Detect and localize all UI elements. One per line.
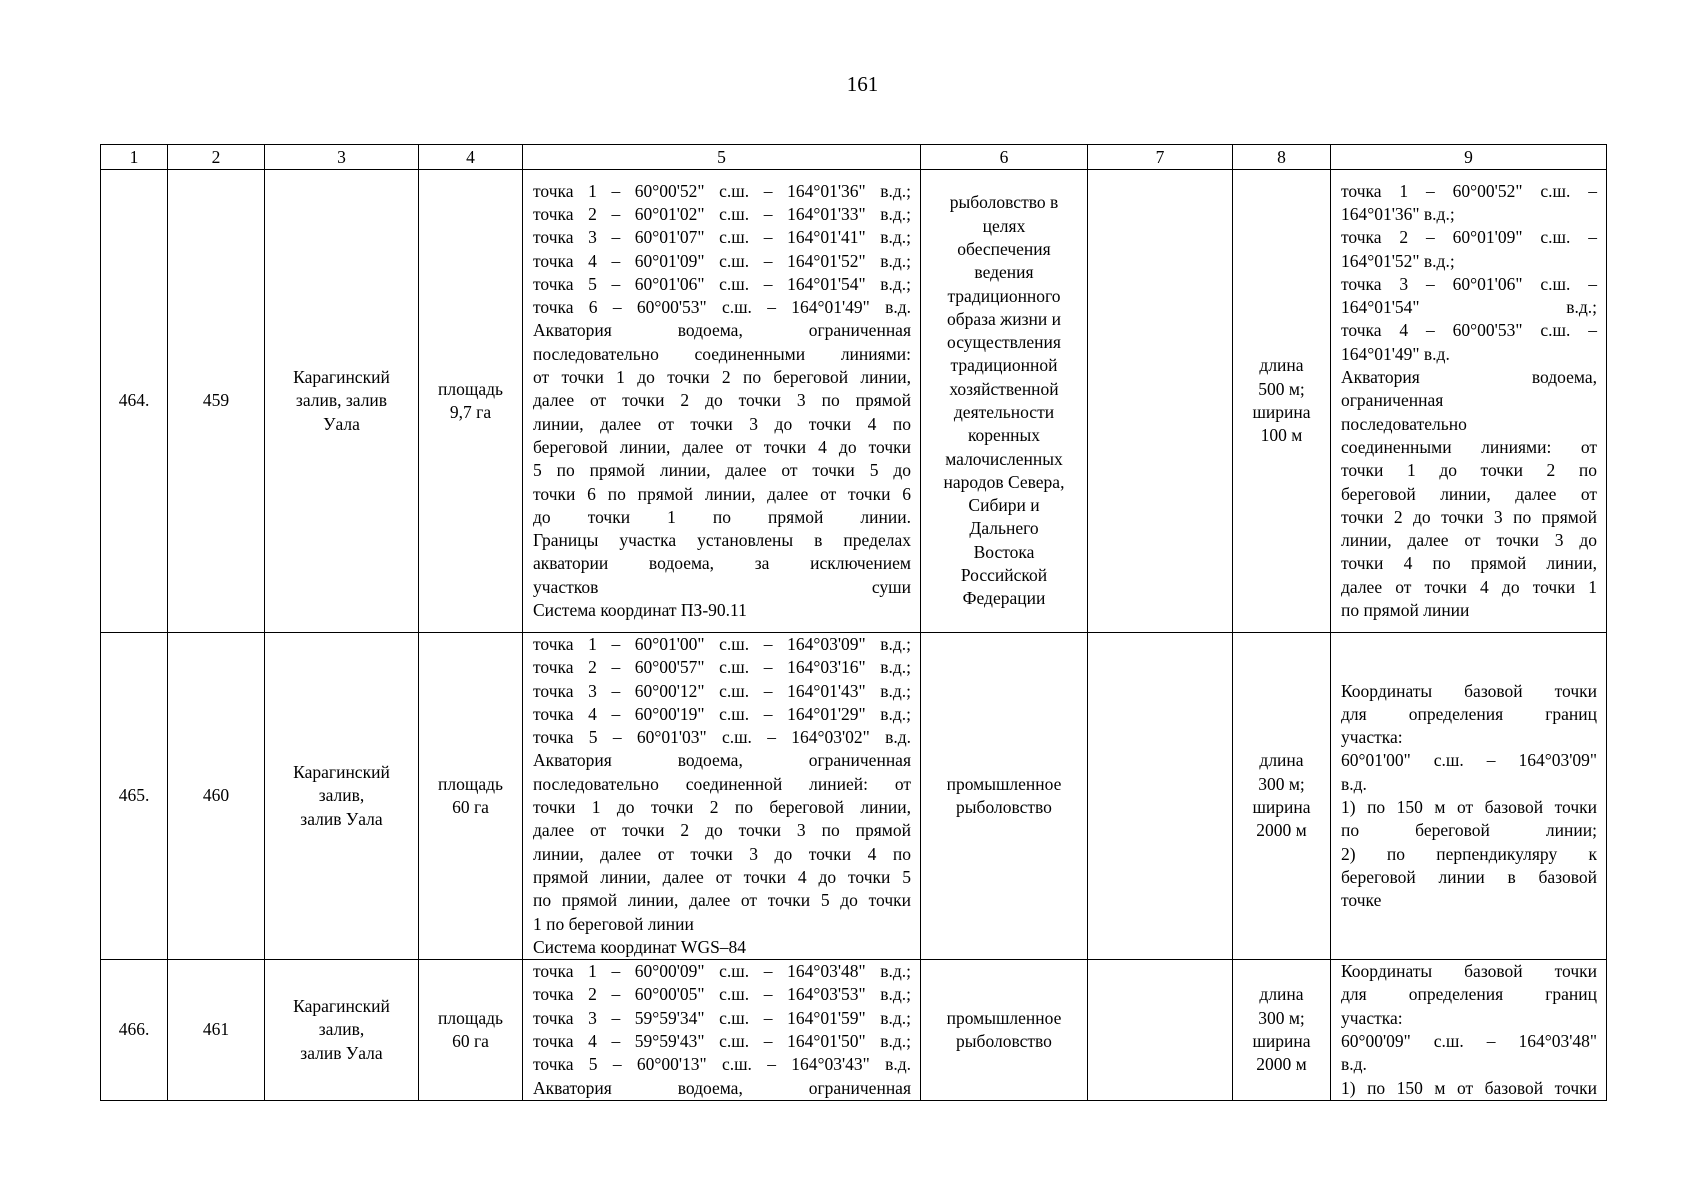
row-number: 464. xyxy=(101,170,168,633)
cell-line: 300 м; xyxy=(1258,773,1305,794)
cell-line: целях xyxy=(982,215,1026,236)
header-row xyxy=(101,145,1607,170)
row-number: 465. xyxy=(101,633,168,960)
cell-line: участка: xyxy=(1341,727,1403,748)
location xyxy=(265,633,419,960)
cell-line: Система координат ПЗ-90.11 xyxy=(533,600,747,621)
cell-line: далее от точки 2 до точки 3 по прямой xyxy=(533,390,911,411)
cell-line: длина xyxy=(1259,984,1304,1005)
cell-line: хозяйственной xyxy=(949,378,1059,399)
cell-line: 1 по береговой линии xyxy=(533,913,694,934)
cell-line: 2000 м xyxy=(1256,820,1307,841)
plot-id: 460 xyxy=(168,633,265,960)
table-row xyxy=(101,960,1607,1101)
cell-line: обеспечения xyxy=(957,238,1051,259)
area xyxy=(419,633,523,960)
cell-line: 500 м; xyxy=(1258,378,1305,399)
cell-line: залив Уала xyxy=(300,808,383,829)
cell-line: по прямой линии xyxy=(1341,600,1470,621)
cell-line: точка 3 – 59°59'34" с.ш. – 164°01'59" в.д.; xyxy=(533,1007,911,1028)
cell-line: точки 4 по прямой линии, xyxy=(1341,553,1597,574)
location xyxy=(265,960,419,1101)
cell-line: точка 5 – 60°00'13" с.ш. – 164°03'43" в.д. xyxy=(533,1054,911,1075)
cell-line: 100 м xyxy=(1260,425,1303,446)
cell-line: точка 4 – 60°00'19" с.ш. – 164°01'29" в.д.; xyxy=(533,703,911,724)
cell-line: точки 1 до точки 2 по береговой линии, xyxy=(533,797,911,818)
cell-line: Карагинский xyxy=(293,367,390,388)
column-header: 2 xyxy=(168,145,265,170)
cell-line: точка 1 – 60°01'00" с.ш. – 164°03'09" в.д.; xyxy=(533,634,911,654)
cell-line: Уала xyxy=(323,413,360,434)
cell-line: 60°00'09" с.ш. – 164°03'48" xyxy=(1341,1031,1597,1052)
purpose xyxy=(921,170,1088,633)
cell-line: точки 1 до точки 2 по xyxy=(1341,460,1597,481)
cell-line: осуществления xyxy=(947,332,1061,353)
cell-line: точки 6 по прямой линии, далее от точки 6 xyxy=(533,483,911,504)
cell-line: точка 5 – 60°01'06" с.ш. – 164°01'54" в.д.; xyxy=(533,273,911,294)
cell-line: точка 1 – 60°00'52" с.ш. – xyxy=(1341,180,1597,201)
location xyxy=(265,170,419,633)
cell-line: от точки 1 до точки 2 по береговой линии, xyxy=(533,367,911,388)
cell-line: 164°01'36" в.д.; xyxy=(1341,203,1455,224)
coordinates xyxy=(523,633,921,960)
cell-line: прямой линии, далее от точки 4 до точки 5 xyxy=(533,866,911,887)
cell-line: точка 2 – 60°00'05" с.ш. – 164°03'53" в.д.; xyxy=(533,984,911,1005)
cell-line: залив, xyxy=(318,785,365,806)
cell-line: 60°01'00" с.ш. – 164°03'09" xyxy=(1341,750,1597,771)
cell-line: Границы участка установлены в пределах xyxy=(533,530,911,551)
cell-line: точка 4 – 60°01'09" с.ш. – 164°01'52" в.д.; xyxy=(533,250,911,271)
cell-line: 5 по прямой линии, далее от точки 5 до xyxy=(533,460,911,481)
cell-line: далее от точки 4 до точки 1 xyxy=(1341,576,1597,597)
purpose xyxy=(921,960,1088,1101)
cell-line: 164°01'52" в.д.; xyxy=(1341,250,1455,271)
coordinates xyxy=(523,960,921,1101)
column-header: 9 xyxy=(1331,145,1607,170)
cell-line: Координаты базовой точки xyxy=(1341,961,1597,982)
col-7 xyxy=(1088,633,1233,960)
cell-line: площадь xyxy=(438,378,503,399)
cell-line: Координаты базовой точки xyxy=(1341,680,1597,701)
cell-line: точка 4 – 60°00'53" с.ш. – xyxy=(1341,320,1597,341)
column-header: 4 xyxy=(419,145,523,170)
cell-line: в.д. xyxy=(1341,773,1367,794)
col-7 xyxy=(1088,960,1233,1101)
cell-line: ведения xyxy=(974,262,1034,283)
cell-line: соединенными линиями: от xyxy=(1341,436,1597,457)
cell-line: точка 3 – 60°01'07" с.ш. – 164°01'41" в.д.; xyxy=(533,227,911,248)
cell-line: залив, xyxy=(318,1019,365,1040)
cell-line: рыболовство xyxy=(956,797,1052,818)
cell-line: Акватория водоема, ограниченная xyxy=(533,320,911,341)
boundaries xyxy=(1331,960,1607,1101)
coordinates xyxy=(523,170,921,633)
cell-line: по прямой линии, далее от точки 5 до точки xyxy=(533,890,911,911)
cell-line: малочисленных xyxy=(945,448,1063,469)
cell-line: точке xyxy=(1341,890,1382,911)
cell-line: участка: xyxy=(1341,1007,1403,1028)
cell-line: береговой линии в базовой xyxy=(1341,866,1597,887)
cell-line: Сибири и xyxy=(968,495,1040,516)
cell-line: точка 2 – 60°01'02" с.ш. – 164°01'33" в.д.; xyxy=(533,203,911,224)
cell-line: длина xyxy=(1259,750,1304,771)
cell-line: точка 5 – 60°01'03" с.ш. – 164°03'02" в.д. xyxy=(533,727,911,748)
plot-size xyxy=(1233,170,1331,633)
cell-line: линии, далее от точки 3 до точки 4 по xyxy=(533,413,911,434)
cell-line: 300 м; xyxy=(1258,1007,1305,1028)
cell-line: залив Уала xyxy=(300,1042,383,1063)
cell-line: Система координат WGS–84 xyxy=(533,936,747,957)
area xyxy=(419,170,523,633)
cell-line: точки 2 до точки 3 по прямой xyxy=(1341,506,1597,527)
cell-line: Федерации xyxy=(962,588,1046,609)
cell-line: последовательно соединенными линиями: xyxy=(533,343,911,364)
cell-line: береговой линии, далее от точки 4 до точки xyxy=(533,436,911,457)
cell-line: рыболовство в xyxy=(949,192,1059,213)
plot-size xyxy=(1233,960,1331,1101)
cell-line: Карагинский xyxy=(293,762,390,783)
column-header: 6 xyxy=(921,145,1088,170)
cell-line: коренных xyxy=(967,425,1041,446)
cell-line: Акватория водоема, xyxy=(1341,367,1597,388)
cell-line: промышленное xyxy=(946,773,1062,794)
page-number: 161 xyxy=(846,72,879,96)
purpose xyxy=(921,633,1088,960)
cell-line: точка 2 – 60°00'57" с.ш. – 164°03'16" в.д.; xyxy=(533,657,911,678)
plot-id: 461 xyxy=(168,960,265,1101)
cell-line: площадь xyxy=(438,773,503,794)
column-header: 5 xyxy=(523,145,921,170)
col-7 xyxy=(1088,170,1233,633)
cell-line: 164°01'49" в.д. xyxy=(1341,343,1450,364)
cell-line: 9,7 га xyxy=(449,402,492,422)
cell-line: традиционного xyxy=(947,285,1061,306)
cell-line: промышленное xyxy=(946,1007,1062,1028)
cell-line: точка 2 – 60°01'09" с.ш. – xyxy=(1341,227,1597,248)
cell-line: рыболовство xyxy=(956,1031,1052,1052)
cell-line: деятельности xyxy=(953,402,1055,422)
cell-line: до точки 1 по прямой линии. xyxy=(533,506,911,527)
boundaries xyxy=(1331,170,1607,633)
cell-line: участков суши xyxy=(533,576,911,597)
column-header: 3 xyxy=(265,145,419,170)
cell-line: Дальнего xyxy=(969,518,1039,539)
cell-line: точка 6 – 60°00'53" с.ш. – 164°01'49" в.д. xyxy=(533,297,911,318)
cell-line: ширина xyxy=(1252,797,1311,818)
column-header: 8 xyxy=(1233,145,1331,170)
cell-line: береговой линии, далее от xyxy=(1341,483,1597,504)
cell-line: линии, далее от точки 3 до точки 4 по xyxy=(533,843,911,864)
plot-size xyxy=(1233,633,1331,960)
cell-line: площадь xyxy=(438,1007,503,1028)
cell-line: в.д. xyxy=(1341,1054,1367,1075)
cell-line: длина xyxy=(1259,355,1304,376)
cell-line: по береговой линии; xyxy=(1341,820,1597,841)
cell-line: далее от точки 2 до точки 3 по прямой xyxy=(533,820,911,841)
cell-line: линии, далее от точки 3 до xyxy=(1341,530,1597,551)
cell-line: Карагинский xyxy=(293,996,390,1017)
cell-line: 60 га xyxy=(452,797,489,818)
cell-line: ширина xyxy=(1252,1031,1311,1052)
cell-line: 2000 м xyxy=(1256,1054,1307,1075)
cell-line: ширина xyxy=(1252,402,1311,422)
cell-line: последовательно xyxy=(1341,413,1467,434)
cell-line: точка 4 – 59°59'43" с.ш. – 164°01'50" в.д.; xyxy=(533,1031,911,1052)
cell-line: точка 3 – 60°00'12" с.ш. – 164°01'43" в.д.; xyxy=(533,680,911,701)
cell-line: залив, залив xyxy=(295,390,388,411)
cell-line: акватории водоема, за исключением xyxy=(533,553,911,574)
cell-line: для определения границ xyxy=(1341,703,1597,724)
plot-id: 459 xyxy=(168,170,265,633)
cell-line: точка 1 – 60°00'09" с.ш. – 164°03'48" в.д.; xyxy=(533,961,911,982)
cell-line: традиционной xyxy=(950,355,1058,376)
table-row xyxy=(101,170,1607,633)
cell-line: народов Севера, xyxy=(943,471,1065,492)
cell-line: Российской xyxy=(960,565,1048,586)
cell-line: точка 1 – 60°00'52" с.ш. – 164°01'36" в.д.; xyxy=(533,180,911,201)
cell-line: Востока xyxy=(973,541,1035,562)
cell-line: Акватория водоема, ограниченная xyxy=(533,750,911,771)
cell-line: точка 3 – 60°01'06" с.ш. – xyxy=(1341,273,1597,294)
cell-line: последовательно соединенной линией: от xyxy=(533,773,911,794)
cell-line: образа жизни и xyxy=(946,308,1062,329)
column-header: 1 xyxy=(101,145,168,170)
boundaries xyxy=(1331,633,1607,960)
cell-line: 2) по перпендикуляру к xyxy=(1341,843,1597,864)
table-row xyxy=(101,633,1607,960)
document-table xyxy=(100,144,1607,1101)
cell-line: Акватория водоема, ограниченная xyxy=(533,1077,911,1098)
cell-line: ограниченная xyxy=(1341,390,1444,411)
area xyxy=(419,960,523,1101)
row-number: 466. xyxy=(101,960,168,1101)
cell-line: 1) по 150 м от базовой точки xyxy=(1341,1077,1597,1098)
cell-line: для определения границ xyxy=(1341,984,1597,1005)
cell-line: 164°01'54" в.д.; xyxy=(1341,297,1597,318)
cell-line: 1) по 150 м от базовой точки xyxy=(1341,797,1597,818)
column-header: 7 xyxy=(1088,145,1233,170)
cell-line: 60 га xyxy=(452,1031,489,1052)
